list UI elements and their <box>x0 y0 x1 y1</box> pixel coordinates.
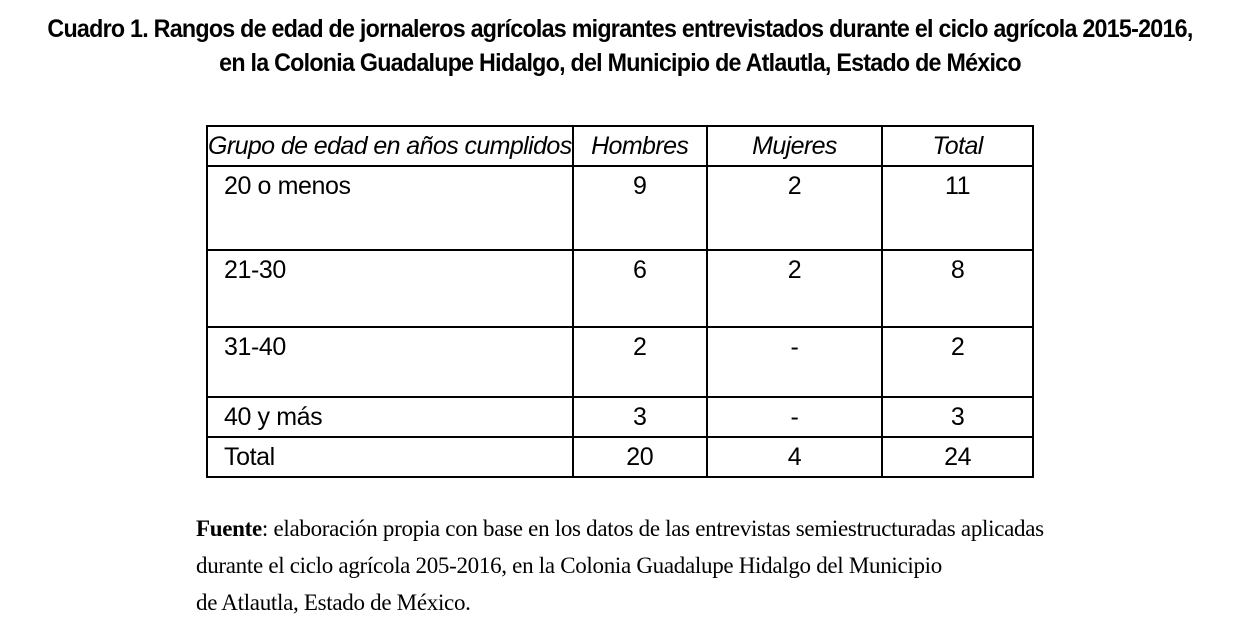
source-line-1 <box>196 510 1096 547</box>
cell-men: 6 <box>573 250 707 327</box>
cell-age-group: 21-30 <box>207 250 573 327</box>
header-row <box>207 126 1033 166</box>
source-line-3: de Atlautla, Estado de México. <box>196 590 471 615</box>
table-row <box>207 166 1033 250</box>
cell-women: - <box>707 327 882 397</box>
cell-men-total: 20 <box>573 437 707 477</box>
source-text-1: : elaboración propia con base en los datos de las entrevistas semiestructuradas aplicadas <box>261 516 1044 541</box>
header-age-group: Grupo de edad en años cumplidos <box>207 126 573 166</box>
header-men: Hombres <box>573 126 707 166</box>
caption-line-2: en la Colonia Guadalupe Hidalgo, del Municipio de Atlautla, Estado de México <box>219 49 1021 77</box>
table-caption <box>43 12 1196 80</box>
header-women: Mujeres <box>707 126 882 166</box>
cell-women: 2 <box>707 166 882 250</box>
cell-total: 3 <box>882 397 1033 437</box>
cell-women: 2 <box>707 250 882 327</box>
header-total: Total <box>882 126 1033 166</box>
cell-total: 8 <box>882 250 1033 327</box>
cell-women: - <box>707 397 882 437</box>
cell-grand-total: 24 <box>882 437 1033 477</box>
source-note <box>196 510 1096 621</box>
caption-line-1: Cuadro 1. Rangos de edad de jornaleros agrícolas migrantes entrevistados durante el ciclo agrícola 2015-2016, <box>47 15 1193 43</box>
cell-men: 9 <box>573 166 707 250</box>
cell-women-total: 4 <box>707 437 882 477</box>
cell-age-group: 31-40 <box>207 327 573 397</box>
table-row <box>207 397 1033 437</box>
total-row <box>207 437 1033 477</box>
cell-total: 11 <box>882 166 1033 250</box>
source-label: Fuente <box>196 516 262 541</box>
table-row <box>207 250 1033 327</box>
cell-total-label: Total <box>207 437 573 477</box>
cell-age-group: 20 o menos <box>207 166 573 250</box>
table-row <box>207 327 1033 397</box>
source-line-2: durante el ciclo agrícola 205-2016, en la Colonia Guadalupe Hidalgo del Municipio <box>196 553 942 578</box>
cell-total: 2 <box>882 327 1033 397</box>
age-range-table <box>206 125 1034 478</box>
cell-men: 3 <box>573 397 707 437</box>
cell-age-group: 40 y más <box>207 397 573 437</box>
cell-men: 2 <box>573 327 707 397</box>
